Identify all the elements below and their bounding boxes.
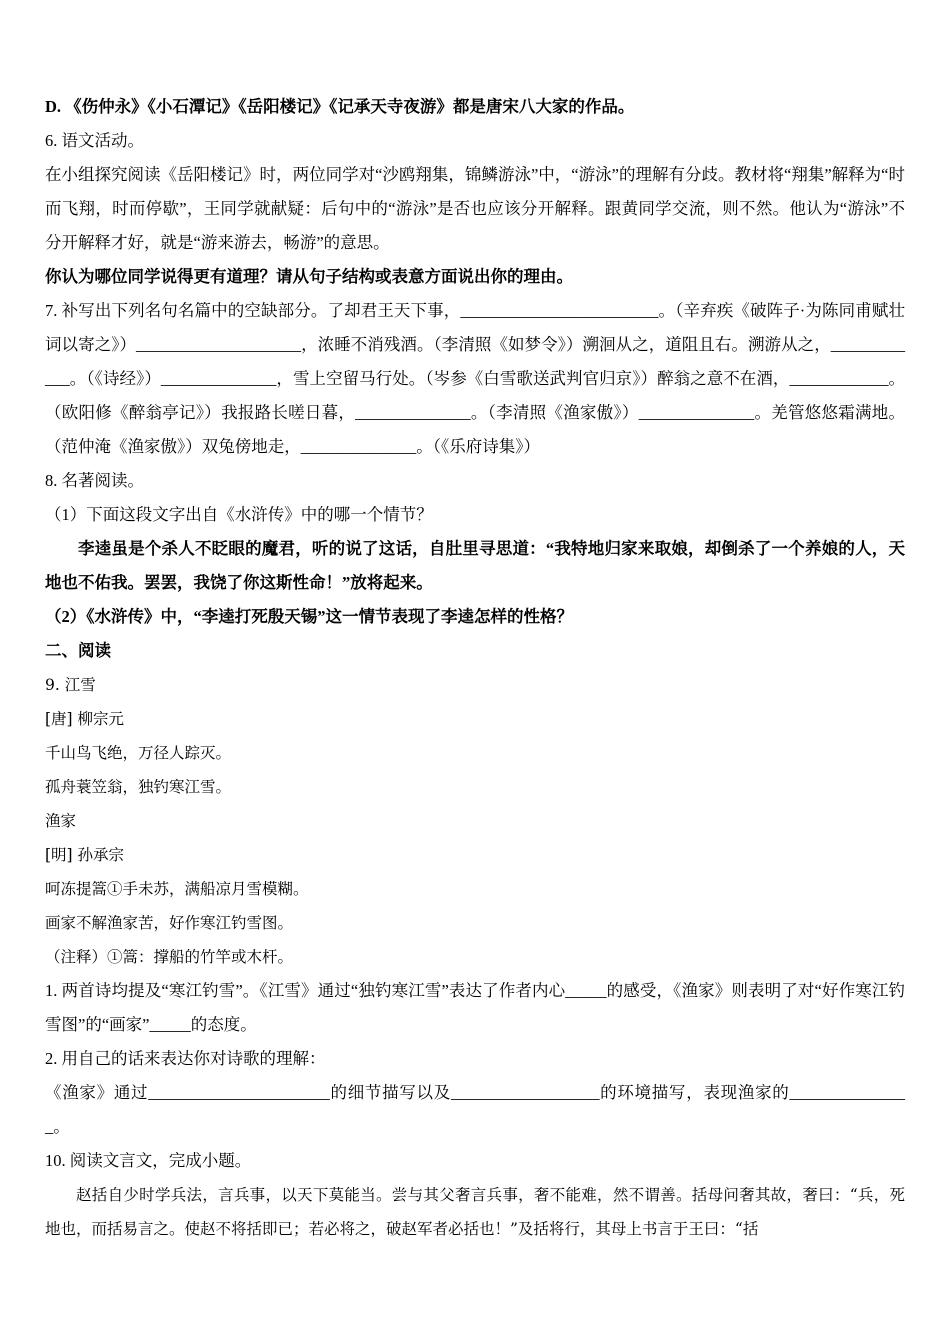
question-9-2: 2. 用自己的话来表达你对诗歌的理解：	[45, 1049, 326, 1068]
question-8-part2: （2）《水浒传》中，“李逵打死殷天锡”这一情节表现了李逵怎样的性格？	[45, 607, 573, 626]
poem-2-author: [明] 孙承宗	[45, 846, 125, 864]
question-9-1: 1. 两首诗均提及“寒江钓雪”。《江雪》通过“独钓寒江雪”表达了作者内心_____的感受，《渔家》则表明了对“好作寒江钓雪图”的“画家”_____的态度。	[45, 981, 905, 1034]
question-6-prompt: 你认为哪位同学说得更有道理？请从句子结构或表意方面说出你的理由。	[45, 267, 573, 286]
passage-zhaokuo: 赵括自少时学兵法，言兵事，以天下莫能当。尝与其父奢言兵事，奢不能难，然不谓善。括母问奢其故，奢曰：“兵，死地也，而括易言之。使赵不将括即已；若必将之，破赵军者必括也！”及括将行，其母上书言于王曰：“括	[45, 1186, 905, 1238]
question-8-label: 8. 名著阅读。	[45, 471, 144, 490]
question-7: 7. 补写出下列名句名篇中的空缺部分。了却君王天下事，________________________。（辛弃疾《破阵子·为陈同甫赋壮词以寄之》）____________________，浓睡不消残酒。（李清照《如梦令》）溯洄从之，道阻且右。溯游从之，____________。（《诗经》）______________，雪上空留马行处。（岑参《白雪歌送武判官归京》）醉翁之意不在酒，____________。（欧阳修《醉翁亭记》）我报路长嗟日暮，______________。（李清照《渔家傲》）______________。羌管悠悠霜满地。（范仲淹《渔家傲》）双兔傍地走，______________。（《乐府诗集》）	[45, 301, 905, 456]
question-6-label: 6. 语文活动。	[45, 131, 144, 150]
question-8-part1: （1）下面这段文字出自《水浒传》中的哪一个情节？	[45, 505, 433, 524]
option-d: D. 《伤仲永》《小石潭记》《岳阳楼记》《记承天寺夜游》都是唐宋八大家的作品。	[45, 97, 635, 116]
question-6-context: 在小组探究阅读《岳阳楼记》时，两位同学对“沙鸥翔集，锦鳞游泳”中，“游泳”的理解有分歧。教材将“翔集”解释为“时而飞翔，时而停歇”，王同学就献疑：后句中的“游泳”是否也应该分开解释。跟黄同学交流，则不然。他认为“游泳”不分开解释才好，就是“游来游去，畅游”的意思。	[45, 165, 905, 252]
poem-note: （注释）①篙：撑船的竹竿或木杆。	[45, 948, 294, 966]
question-10-label: 10. 阅读文言文，完成小题。	[45, 1151, 252, 1170]
poem-2-title: 渔家	[45, 812, 77, 830]
section-2-heading: 二、阅读	[45, 641, 111, 660]
poem-1-author: [唐] 柳宗元	[45, 710, 125, 728]
question-9-2-blanks: 《渔家》通过______________________的细节描写以及__________________的环境描写，表现渔家的_______________。	[45, 1083, 905, 1136]
poem-1-title: 9. 江雪	[45, 676, 96, 694]
poem-2-line: 画家不解渔家苦，好作寒江钓雪图。	[45, 914, 294, 932]
question-8-quote: 李逵虽是个杀人不眨眼的魔君，听的说了这话，自肚里寻思道：“我特地归家来取娘，却倒杀了一个养娘的人，天地也不佑我。罢罢，我饶了你这斯性命！”放将起来。	[45, 539, 905, 592]
poem-1-line: 孤舟蓑笠翁，独钓寒江雪。	[45, 778, 232, 796]
poem-2-line: 呵冻提篙①手未苏，满船凉月雪模糊。	[45, 880, 309, 898]
poem-1-line: 千山鸟飞绝，万径人踪灭。	[45, 744, 232, 762]
